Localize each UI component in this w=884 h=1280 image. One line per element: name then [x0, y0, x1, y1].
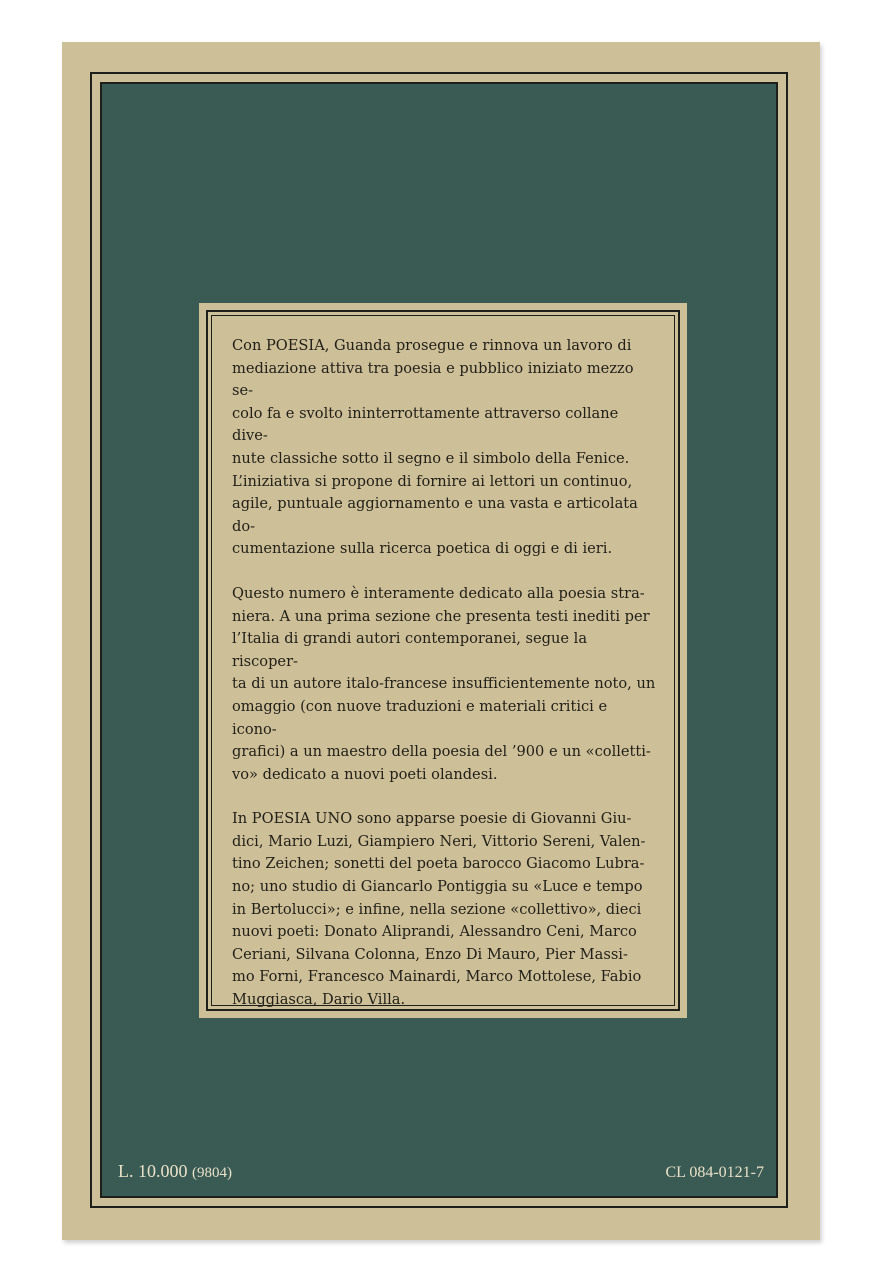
price-code: (9804)	[192, 1165, 232, 1181]
blurb-paragraph-3: In POESIA UNO sono apparse poesie di Giovanni Giu- dici, Mario Luzi, Giampiero Neri, Vittorio Sereni, Valen- tino Zeichen; sonetti del poeta barocco Giacomo Lubra- no; uno studio di Giancarlo Pontiggia su «Luce e tempo in Bertolucci»; e infine, nella sezione «collettivo», dieci nuovi poeti: Donato Aliprandi, Alessandro Ceni, Marco Ceriani, Silvana Colonna, Enzo Di Mauro, Pier Massi- mo Forni, Francesco Mainardi, Marco Mottolese, Fabio Muggiasca, Dario Villa.	[232, 810, 646, 1009]
price-label	[118, 1161, 232, 1182]
blurb-paragraph-1: Con POESIA, Guanda prosegue e rinnova un lavoro di mediazione attiva tra poesia e pubblico iniziato mezzo se- colo fa e svolto ininterrottamente attraverso collane dive- nute classiche sotto il segno e il simbolo della Fenice. L’iniziativa si propone di fornire ai lettori un continuo, agile, puntuale aggiornamento e una vasta e articolata do- cumentazione sulla ricerca poetica di oggi e di ieri.	[232, 337, 638, 558]
book-back-cover	[62, 42, 820, 1240]
blurb-card	[199, 303, 687, 1018]
blurb-text	[232, 335, 656, 1034]
catalog-code: CL 084-0121-7	[665, 1164, 764, 1181]
blurb-paragraph-2: Questo numero è interamente dedicato alla poesia stra- niera. A una prima sezione che presenta testi inediti per l’Italia di grandi autori contemporanei, segue la riscoper- ta di un autore italo-francese insufficientemente noto, un omaggio (con nuove traduzioni e materiali critici e icono- grafici) a un maestro della poesia del ’900 e un «colletti- vo» dedicato a nuovi poeti olandesi.	[232, 584, 656, 783]
green-panel	[100, 82, 778, 1198]
price-value: L. 10.000	[118, 1161, 188, 1181]
